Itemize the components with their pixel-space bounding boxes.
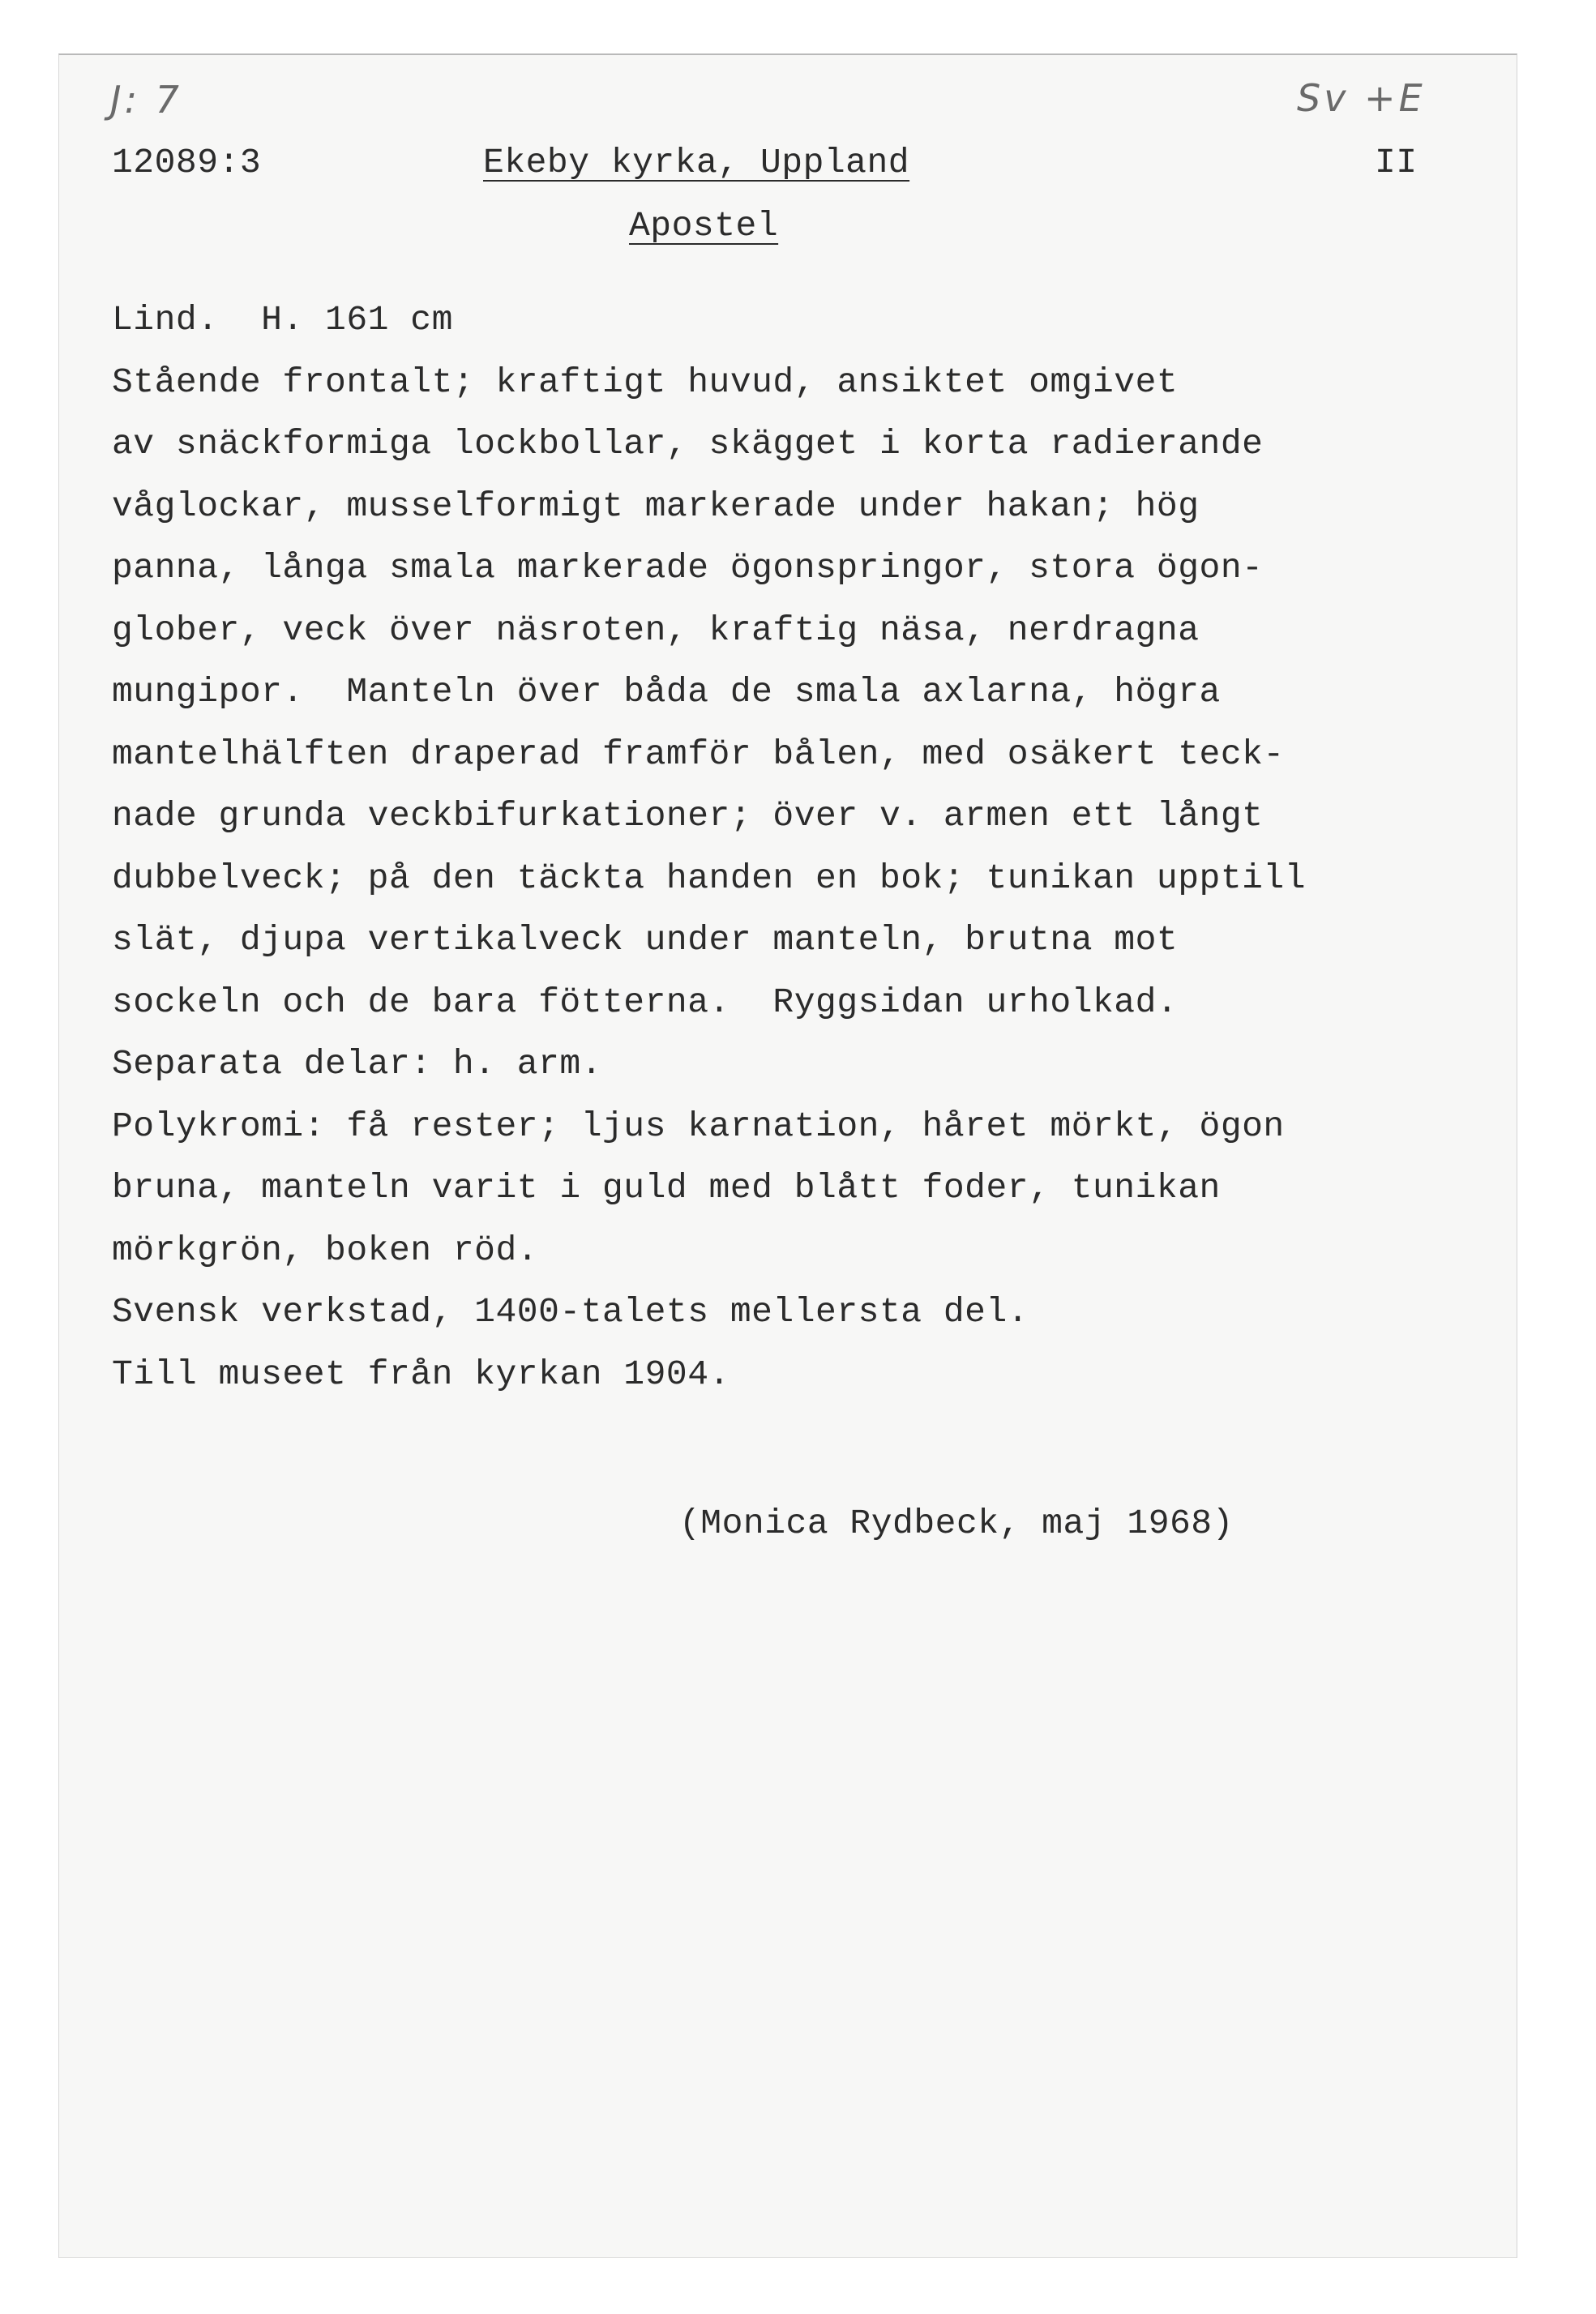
description-line: mungipor. Manteln över båda de smala axlarna, högra — [112, 672, 1221, 712]
description-line: Lind. H. 161 cm — [112, 300, 453, 340]
description-line: mörkgrön, boken röd. — [112, 1230, 539, 1270]
description-line: bruna, manteln varit i guld med blått foder, tunikan — [112, 1168, 1221, 1208]
author-signature: (Monica Rydbeck, maj 1968) — [679, 1503, 1234, 1543]
description-line: sockeln och de bara fötterna. Ryggsidan urholkad. — [112, 982, 1179, 1022]
description-line: Till museet från kyrkan 1904. — [112, 1354, 730, 1394]
location-title: Ekeby kyrka, Uppland — [483, 143, 910, 182]
description-line: dubbelveck; på den täckta handen en bok; tunikan upptill — [112, 858, 1307, 898]
subject-title: Apostel — [629, 206, 779, 246]
handwritten-note-top-right: Sv +E — [1297, 76, 1426, 120]
description-line: våglockar, musselformigt markerade under hakan; hög — [112, 485, 1200, 526]
handwritten-note-top-left: J: 7 — [110, 78, 182, 122]
description-line: Separata delar: h. arm. — [112, 1044, 602, 1084]
description-block — [112, 289, 1506, 1405]
description-line: Stående frontalt; kraftigt huvud, ansiktet omgivet — [112, 361, 1179, 402]
description-line: Svensk verkstad, 1400-talets mellersta del. — [112, 1292, 1029, 1332]
description-line: nade grunda veckbifurkationer; över v. armen ett långt — [112, 796, 1264, 836]
description-line: mantelhälften draperad framför bålen, med osäkert teck- — [112, 734, 1285, 774]
description-line: av snäckformiga lockbollar, skägget i korta radierande — [112, 424, 1264, 464]
inventory-number: 12089:3 — [112, 143, 262, 182]
volume-number: II — [1375, 143, 1418, 182]
description-line: panna, långa smala markerade ögonspringor, stora ögon- — [112, 548, 1264, 588]
description-line: Polykromi: få rester; ljus karnation, håret mörkt, ögon — [112, 1106, 1285, 1146]
description-line: glober, veck över näsroten, kraftig näsa, nerdragna — [112, 610, 1200, 650]
description-line: slät, djupa vertikalveck under manteln, brutna mot — [112, 920, 1179, 960]
